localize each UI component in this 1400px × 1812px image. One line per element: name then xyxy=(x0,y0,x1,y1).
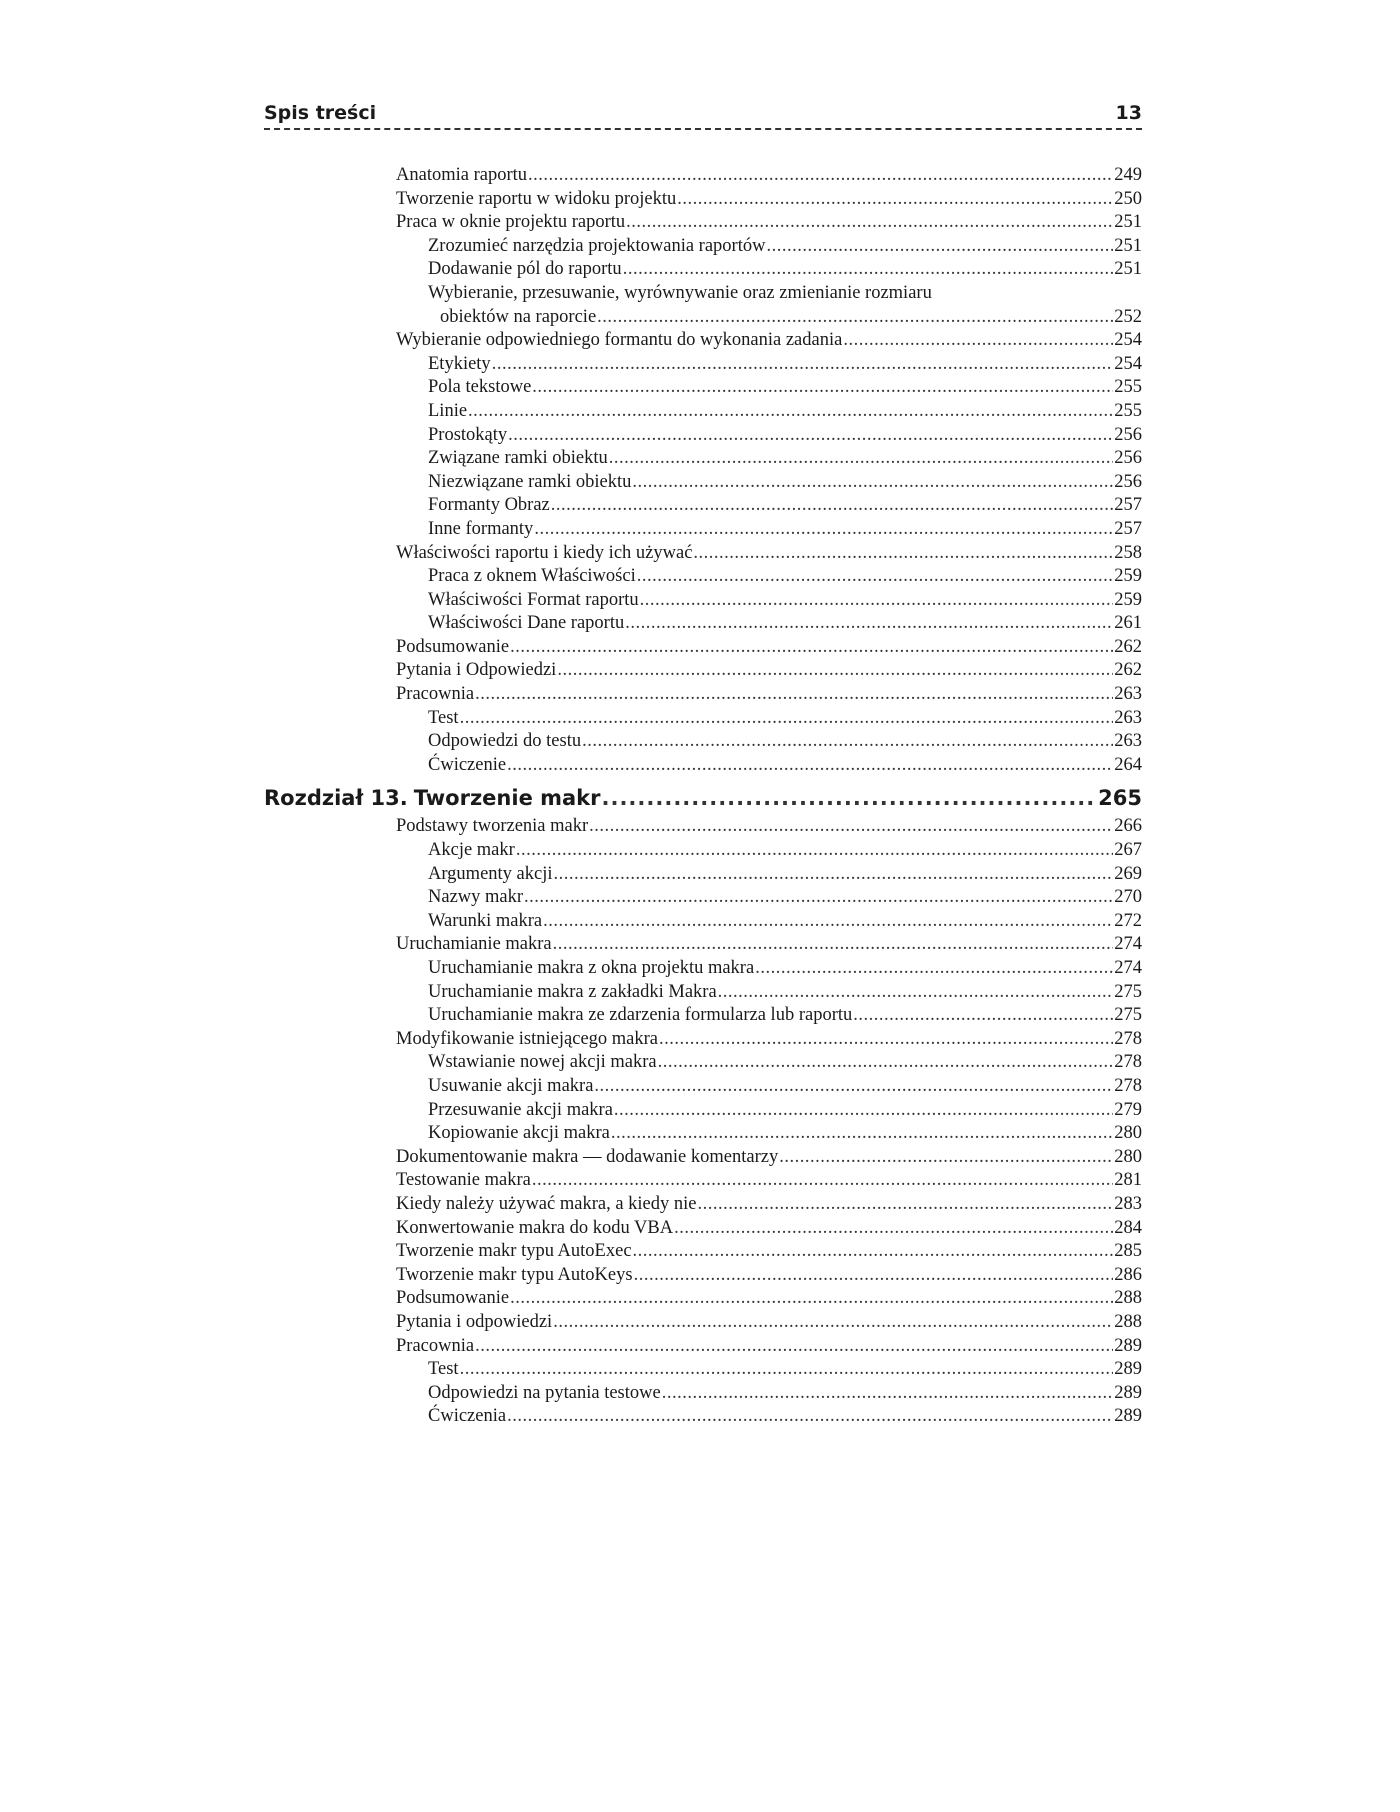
toc-entry-label: Uruchamianie makra z okna projektu makra xyxy=(428,958,755,978)
dot-leader xyxy=(553,1311,1113,1335)
toc-entry-page: 284 xyxy=(1114,1217,1142,1238)
toc-section-chapter-12 xyxy=(264,164,1142,777)
toc-entry[interactable] xyxy=(264,424,1142,448)
toc-entry-label: Pracownia xyxy=(396,1335,475,1356)
toc-entry-page: 256 xyxy=(1114,471,1142,492)
dot-leader xyxy=(677,188,1113,212)
toc-entry-page: 251 xyxy=(1114,259,1142,280)
toc-entry-page: 272 xyxy=(1114,910,1142,931)
toc-entry[interactable] xyxy=(264,447,1142,471)
running-title: Spis treści xyxy=(264,102,377,124)
toc-entry-label: Wstawianie nowej akcji makra xyxy=(428,1052,657,1073)
toc-entry-page: 257 xyxy=(1114,518,1142,539)
toc-entry[interactable] xyxy=(264,1193,1142,1217)
toc-entry-label: Dodawanie pól do raportu xyxy=(428,259,622,280)
toc-entry[interactable] xyxy=(264,353,1142,377)
dot-leader xyxy=(475,683,1113,707)
dot-leader xyxy=(637,565,1114,589)
toc-entry-page: 280 xyxy=(1114,1123,1142,1144)
dot-leader xyxy=(510,636,1113,660)
toc-entry-page: 278 xyxy=(1114,1075,1142,1096)
toc-entry[interactable] xyxy=(264,306,1142,330)
toc-entry[interactable] xyxy=(264,542,1142,566)
dot-leader xyxy=(597,306,1113,330)
toc-entry-label: Akcje makr xyxy=(428,840,515,861)
toc-entry[interactable] xyxy=(264,1051,1142,1075)
dot-leader xyxy=(582,730,1113,754)
toc-entry-label: Warunki makra xyxy=(428,910,543,931)
toc-entry[interactable] xyxy=(264,815,1142,839)
toc-entry-page: 263 xyxy=(1114,707,1142,728)
toc-entry-label: Pola tekstowe xyxy=(428,377,532,398)
toc-entry-label: Zrozumieć narzędzia projektowania raportów xyxy=(428,235,766,256)
toc-entry-page: 251 xyxy=(1114,212,1142,233)
toc-entry-label: Ćwiczenia xyxy=(428,1406,507,1427)
dot-leader xyxy=(609,447,1113,471)
toc-section-chapter-13 xyxy=(264,815,1142,1428)
toc-entry-page: 257 xyxy=(1114,495,1142,516)
toc-entry-label: Konwertowanie makra do kodu VBA xyxy=(396,1217,674,1238)
toc-entry-label: Tworzenie makr typu AutoExec xyxy=(396,1241,632,1262)
dot-leader xyxy=(528,164,1113,188)
dot-leader xyxy=(589,815,1113,839)
toc-entry-label: Podstawy tworzenia makr xyxy=(396,816,589,837)
toc-entry-label: Pytania i odpowiedzi xyxy=(396,1311,553,1332)
dot-leader xyxy=(508,424,1113,448)
dot-leader xyxy=(626,211,1113,235)
toc-entry-label: Uruchamianie makra z zakładki Makra xyxy=(428,981,717,1002)
toc-entry-label: Uruchamianie makra ze zdarzenia formularza lub raportu xyxy=(428,1005,853,1026)
dot-leader xyxy=(468,400,1113,424)
dot-leader xyxy=(611,1122,1113,1146)
toc-entry-page: 281 xyxy=(1114,1170,1142,1191)
dot-leader xyxy=(551,494,1113,518)
toc-entry[interactable] xyxy=(264,886,1142,910)
toc-entry-label: Argumenty akcji xyxy=(428,863,553,884)
toc-entry[interactable] xyxy=(264,589,1142,613)
toc-entry[interactable] xyxy=(264,683,1142,707)
toc-entry-page: 262 xyxy=(1114,660,1142,681)
toc-entry[interactable] xyxy=(264,1405,1142,1429)
toc-entry-page: 255 xyxy=(1114,400,1142,421)
chapter-title: Tworzenie makr xyxy=(413,786,601,811)
toc-entry-label: Odpowiedzi na pytania testowe xyxy=(428,1382,661,1403)
toc-entry-label: Odpowiedzi do testu xyxy=(428,731,582,752)
dot-leader xyxy=(755,957,1113,981)
dot-leader xyxy=(594,1075,1113,1099)
toc-entry-label: Niezwiązane ramki obiektu xyxy=(428,471,632,492)
toc-entry-page: 289 xyxy=(1114,1335,1142,1356)
toc-entry-page: 267 xyxy=(1114,840,1142,861)
toc-entry-label: Właściwości Format raportu xyxy=(428,589,639,610)
page-header xyxy=(264,96,1142,130)
toc-entry[interactable] xyxy=(264,730,1142,754)
toc-entry-page: 256 xyxy=(1114,448,1142,469)
toc-entry-page: 283 xyxy=(1114,1193,1142,1214)
toc-entry[interactable] xyxy=(264,910,1142,934)
toc-entry-page: 254 xyxy=(1114,353,1142,374)
toc-entry[interactable] xyxy=(264,1240,1142,1264)
toc-entry-label: Testowanie makra xyxy=(396,1170,531,1191)
toc-entry[interactable] xyxy=(264,1217,1142,1241)
dot-leader xyxy=(718,981,1114,1005)
toc-entry-page: 274 xyxy=(1114,958,1142,978)
toc-entry[interactable] xyxy=(264,1169,1142,1193)
toc-entry[interactable] xyxy=(264,1028,1142,1052)
dot-leader xyxy=(510,1287,1113,1311)
toc-entry[interactable] xyxy=(264,1146,1142,1170)
dot-leader xyxy=(460,1358,1114,1382)
dot-leader xyxy=(625,612,1113,636)
toc-entry[interactable] xyxy=(264,518,1142,542)
dot-leader xyxy=(532,1169,1113,1193)
toc-entry[interactable] xyxy=(264,1382,1142,1406)
table-of-contents xyxy=(264,164,1142,1429)
toc-entry[interactable] xyxy=(264,1264,1142,1288)
dot-leader xyxy=(534,518,1113,542)
toc-entry-page: 263 xyxy=(1114,684,1142,705)
toc-entry[interactable] xyxy=(264,612,1142,636)
toc-entry[interactable] xyxy=(264,1004,1142,1028)
toc-entry-page: 286 xyxy=(1114,1264,1142,1285)
dot-leader xyxy=(554,863,1114,887)
toc-entry-page: 279 xyxy=(1114,1099,1142,1120)
toc-entry-page: 278 xyxy=(1114,1052,1142,1073)
toc-entry-page: 251 xyxy=(1114,235,1142,256)
dot-leader xyxy=(693,542,1113,566)
page-number: 13 xyxy=(1115,102,1142,124)
toc-entry-label: Tworzenie raportu w widoku projektu xyxy=(396,188,677,209)
toc-entry-label: Ćwiczenie xyxy=(428,754,507,775)
dot-leader xyxy=(492,353,1114,377)
toc-entry-page: 285 xyxy=(1114,1241,1142,1262)
toc-entry[interactable] xyxy=(264,1075,1142,1099)
dot-leader xyxy=(516,839,1113,863)
toc-entry-page: 289 xyxy=(1114,1359,1142,1380)
toc-entry[interactable] xyxy=(264,565,1142,589)
toc-entry[interactable] xyxy=(264,1099,1142,1123)
dot-leader xyxy=(507,754,1113,778)
toc-entry-page: 289 xyxy=(1114,1406,1142,1427)
dot-leader xyxy=(553,933,1114,957)
dot-leader xyxy=(633,1240,1114,1264)
toc-entry-page: 275 xyxy=(1114,981,1142,1002)
toc-entry-label: Właściwości Dane raportu xyxy=(428,613,625,634)
toc-entry-page: 288 xyxy=(1114,1288,1142,1309)
dot-leader xyxy=(779,1146,1113,1170)
toc-entry-label: Nazwy makr xyxy=(428,887,524,908)
toc-entry-label: Linie xyxy=(428,400,468,421)
toc-entry[interactable] xyxy=(264,188,1142,212)
toc-entry-label: obiektów na raporcie xyxy=(440,306,597,327)
dot-leader xyxy=(557,659,1113,683)
toc-entry-page: 263 xyxy=(1114,731,1142,752)
dot-leader xyxy=(532,376,1113,400)
toc-entry-page: 264 xyxy=(1114,754,1142,775)
toc-entry-label: Tworzenie makr typu AutoKeys xyxy=(396,1264,633,1285)
toc-entry-label: Podsumowanie xyxy=(396,636,510,657)
toc-entry-label: Przesuwanie akcji makra xyxy=(428,1099,613,1120)
toc-entry[interactable] xyxy=(264,707,1142,731)
chapter-page: 265 xyxy=(1098,786,1142,811)
toc-entry-label: Anatomia raportu xyxy=(396,165,527,185)
dot-leader xyxy=(853,1004,1113,1028)
toc-entry-label: Test xyxy=(428,1359,459,1380)
toc-entry-page: 269 xyxy=(1114,863,1142,884)
toc-entry[interactable] xyxy=(264,933,1142,957)
toc-entry-page: 252 xyxy=(1114,306,1142,327)
chapter-number: Rozdział 13. xyxy=(264,786,408,811)
dot-leader xyxy=(507,1405,1113,1429)
toc-entry[interactable] xyxy=(264,235,1142,259)
toc-entry-label: Kiedy należy używać makra, a kiedy nie xyxy=(396,1193,697,1214)
toc-entry[interactable] xyxy=(264,494,1142,518)
chapter-label xyxy=(264,781,601,815)
toc-entry-page: 249 xyxy=(1114,165,1142,185)
toc-entry-label: Uruchamianie makra xyxy=(396,934,552,955)
chapter-heading[interactable] xyxy=(264,781,1142,815)
toc-entry[interactable] xyxy=(264,839,1142,863)
toc-entry[interactable] xyxy=(264,659,1142,683)
toc-entry-page: 266 xyxy=(1114,816,1142,837)
toc-entry-label: Pytania i Odpowiedzi xyxy=(396,660,557,681)
dot-leader xyxy=(662,1382,1114,1406)
toc-entry-label: Praca z oknem Właściwości xyxy=(428,566,636,587)
toc-entry[interactable] xyxy=(264,754,1142,778)
toc-entry-label: Etykiety xyxy=(428,353,491,374)
dot-leader xyxy=(640,589,1114,613)
toc-entry-page: 278 xyxy=(1114,1028,1142,1049)
dot-leader xyxy=(602,781,1098,815)
toc-entry-label: Formanty Obraz xyxy=(428,495,550,516)
toc-entry-page: 258 xyxy=(1114,542,1142,563)
dot-leader xyxy=(843,329,1113,353)
toc-entry-label: Kopiowanie akcji makra xyxy=(428,1123,610,1144)
toc-entry[interactable] xyxy=(264,258,1142,282)
toc-entry[interactable] xyxy=(264,1358,1142,1382)
toc-entry-page: 255 xyxy=(1114,377,1142,398)
toc-entry[interactable] xyxy=(264,376,1142,400)
dot-leader xyxy=(632,471,1113,495)
toc-entry-label: Wybieranie, przesuwanie, wyrównywanie oraz zmienianie rozmiaru xyxy=(428,282,932,303)
toc-entry[interactable] xyxy=(264,400,1142,424)
toc-entry-label: Właściwości raportu i kiedy ich używać xyxy=(396,542,693,563)
toc-entry-page: 288 xyxy=(1114,1311,1142,1332)
dot-leader xyxy=(766,235,1113,259)
toc-entry-label: Dokumentowanie makra — dodawanie komentarzy xyxy=(396,1146,779,1167)
toc-entry-label: Pracownia xyxy=(396,684,475,705)
toc-entry-label: Inne formanty xyxy=(428,518,534,539)
toc-entry-page: 254 xyxy=(1114,330,1142,351)
dot-leader xyxy=(623,258,1114,282)
toc-entry[interactable] xyxy=(264,164,1142,188)
dot-leader xyxy=(475,1335,1113,1359)
dot-leader xyxy=(614,1099,1113,1123)
toc-entry-label: Test xyxy=(428,707,459,728)
toc-entry-label: Podsumowanie xyxy=(396,1288,510,1309)
dot-leader xyxy=(634,1264,1114,1288)
toc-entry-label: Wybieranie odpowiedniego formantu do wykonania zadania xyxy=(396,330,843,351)
toc-entry-label: Modyfikowanie istniejącego makra xyxy=(396,1028,658,1049)
toc-entry[interactable] xyxy=(264,211,1142,235)
toc-entry[interactable] xyxy=(264,636,1142,660)
toc-entry-page: 259 xyxy=(1114,566,1142,587)
dot-leader xyxy=(698,1193,1114,1217)
toc-entry[interactable] xyxy=(264,1335,1142,1359)
toc-entry-label: Prostokąty xyxy=(428,424,508,445)
toc-entry[interactable] xyxy=(264,1122,1142,1146)
toc-entry-page: 275 xyxy=(1114,1005,1142,1026)
dot-leader xyxy=(460,707,1114,731)
dot-leader xyxy=(658,1051,1114,1075)
toc-entry-page: 256 xyxy=(1114,424,1142,445)
toc-entry-page: 259 xyxy=(1114,589,1142,610)
toc-entry-page: 280 xyxy=(1114,1146,1142,1167)
dot-leader xyxy=(674,1217,1113,1241)
toc-entry-page: 261 xyxy=(1114,613,1142,634)
dot-leader xyxy=(659,1028,1113,1052)
toc-entry-page: 270 xyxy=(1114,887,1142,908)
toc-entry[interactable] xyxy=(264,981,1142,1005)
toc-entry-page: 262 xyxy=(1114,636,1142,657)
toc-entry-page: 274 xyxy=(1114,934,1142,955)
toc-entry[interactable] xyxy=(264,282,1142,306)
toc-entry[interactable] xyxy=(264,329,1142,353)
toc-entry-page: 289 xyxy=(1114,1382,1142,1403)
toc-entry-page: 250 xyxy=(1114,188,1142,209)
dot-leader xyxy=(524,886,1113,910)
toc-entry[interactable] xyxy=(264,957,1142,981)
toc-entry-label: Usuwanie akcji makra xyxy=(428,1075,594,1096)
toc-entry-label: Praca w oknie projektu raportu xyxy=(396,212,626,233)
dot-leader xyxy=(543,910,1113,934)
toc-entry[interactable] xyxy=(264,863,1142,887)
toc-entry[interactable] xyxy=(264,1287,1142,1311)
toc-entry-label: Związane ramki obiektu xyxy=(428,448,608,469)
toc-entry[interactable] xyxy=(264,471,1142,495)
toc-entry[interactable] xyxy=(264,1311,1142,1335)
